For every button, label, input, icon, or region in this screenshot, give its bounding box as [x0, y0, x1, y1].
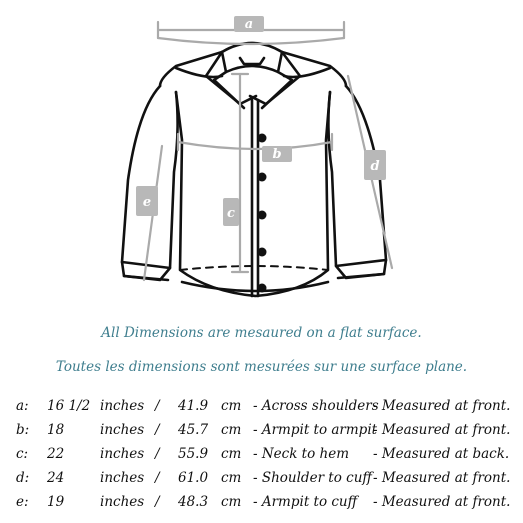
button-2	[258, 173, 267, 182]
measurement-inches: 19	[47, 494, 65, 510]
measurement-location: - Measured at front.	[373, 422, 511, 438]
measurement-separator: /	[155, 446, 160, 462]
measurement-inch-unit: inches	[100, 398, 145, 414]
measurement-cm-unit: cm	[221, 494, 242, 510]
measure-b-line	[178, 142, 332, 149]
measurement-row-d	[16, 468, 516, 492]
measurement-inch-unit: inches	[100, 422, 145, 438]
measurement-cm-unit: cm	[221, 422, 242, 438]
measurement-cm: 61.0	[178, 470, 209, 486]
measurement-inches: 24	[47, 470, 65, 486]
measurement-separator: /	[155, 422, 160, 438]
measurement-description: - Armpit to armpit	[253, 422, 378, 438]
measurement-key: b:	[16, 422, 30, 438]
measurement-separator: /	[155, 494, 160, 510]
measurement-description: - Armpit to cuff	[253, 494, 358, 510]
measurement-inches: 16 1/2	[47, 398, 91, 414]
measurement-description: - Shoulder to cuff	[253, 470, 372, 486]
measurement-inches: 18	[47, 422, 65, 438]
button-3	[258, 211, 267, 220]
measurement-cm-unit: cm	[221, 470, 242, 486]
measurement-key: e:	[16, 494, 29, 510]
flat-surface-note-french: Toutes les dimensions sont mesurées sur une surface plane.	[55, 359, 468, 375]
measurement-inch-unit: inches	[100, 470, 145, 486]
measurement-description: - Neck to hem	[253, 446, 350, 462]
badge-e-label: e	[142, 195, 152, 210]
measurement-cm: 55.9	[178, 446, 209, 462]
flat-surface-note-english: All Dimensions are mesaured on a flat surface.	[101, 325, 422, 341]
measurement-cm: 45.7	[178, 422, 209, 438]
badge-a-label: a	[244, 17, 254, 32]
measurement-description: - Across shoulders	[253, 398, 379, 414]
measurement-inch-unit: inches	[100, 494, 145, 510]
measurement-key: a:	[16, 398, 29, 414]
measurement-key: c:	[16, 446, 29, 462]
measurement-inch-unit: inches	[100, 446, 145, 462]
measurement-key: d:	[16, 470, 30, 486]
jacket-illustration	[122, 43, 386, 296]
measurement-location: - Measured at front.	[373, 494, 511, 510]
measurement-location: - Measured at front.	[373, 470, 511, 486]
measurement-inches: 22	[47, 446, 65, 462]
measurement-separator: /	[155, 398, 160, 414]
measurement-row-b	[16, 420, 516, 444]
measurement-cm-unit: cm	[221, 446, 242, 462]
measurement-row-e	[16, 492, 516, 516]
measurement-row-c	[16, 444, 516, 468]
measurement-separator: /	[155, 470, 160, 486]
badge-b-label: b	[272, 147, 282, 162]
measurement-cm: 48.3	[178, 494, 209, 510]
measurement-cm: 41.9	[178, 398, 209, 414]
badge-c-label: c	[227, 206, 235, 221]
measurement-cm-unit: cm	[221, 398, 242, 414]
measurements-table	[16, 396, 516, 516]
badge-d-label: d	[370, 159, 380, 174]
button-4	[258, 248, 267, 257]
button-1	[258, 134, 267, 143]
measurement-location: - Measured at front.	[373, 398, 511, 414]
measurement-row-a	[16, 396, 516, 420]
measurement-location: - Measured at back.	[373, 446, 510, 462]
button-5	[258, 284, 267, 293]
